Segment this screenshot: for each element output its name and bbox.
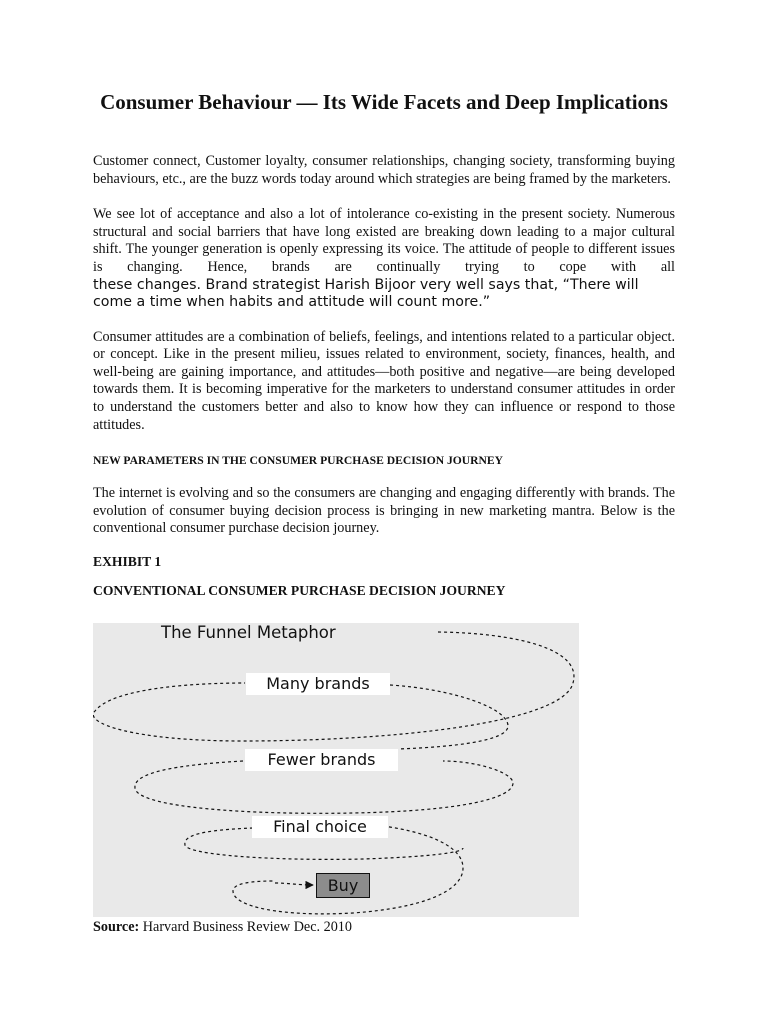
spiral-segment-2: [390, 685, 508, 749]
section-heading: NEW PARAMETERS IN THE CONSUMER PURCHASE DECISION JOURNEY: [93, 454, 504, 468]
paragraph-society-part1: We see lot of acceptance and also a lot of intolerance co-existing in the present society. Numerous structural and social barriers that have long existed are breaking down leading to a major cultural shift. The younger generation is openly expressing its voice. The attitude of people to different issues is changing. Hence, brands are continually trying to cope with all: [93, 206, 675, 275]
paragraph-society: [93, 206, 675, 310]
spiral-segment-4: [233, 826, 463, 914]
exhibit-title: CONVENTIONAL CONSUMER PURCHASE DECISION JOURNEY: [93, 582, 506, 598]
source-text: Harvard Business Review Dec. 2010: [139, 919, 352, 935]
stage-final-choice: Final choice: [252, 816, 388, 838]
funnel-figure: [93, 623, 579, 917]
stage-many-brands: Many brands: [246, 673, 390, 695]
paragraph-society-part2: these changes. Brand strategist Harish Bijoor very well says that, “There will come a time when habits and attitude will count more.”: [93, 276, 639, 310]
figure-title: The Funnel Metaphor: [161, 623, 336, 642]
source-label: Source:: [93, 919, 140, 935]
paragraph-internet: The internet is evolving and so the consumers are changing and engaging differently with brands. The evolution of consumer buying decision process is bringing in new marketing mantra. Below is the conventional consumer purchase decision journey.: [93, 485, 675, 537]
document-title: Consumer Behaviour — Its Wide Facets and Deep Implications: [100, 90, 668, 114]
paragraph-intro: Customer connect, Customer loyalty, consumer relationships, changing society, transforming buying behaviours, etc., are the buzz words today around which strategies are being framed by the marketers.: [93, 153, 675, 187]
figure-source: [93, 919, 352, 936]
stage-fewer-brands: Fewer brands: [245, 749, 398, 771]
paragraph-attitudes: Consumer attitudes are a combination of beliefs, feelings, and intentions related to a particular object. or concept. Like in the present milieu, issues related to environment, society, finances, health, and well-being are gaining importance, and attitudes—both positive and negative—are being developed towards them. It is becoming imperative for the marketers to understand consumer attitudes in order to understand the customers better and also to know how they can influence or respond to those attitudes.: [93, 328, 675, 433]
document-body: [93, 88, 675, 599]
spiral-arrow: [275, 883, 313, 885]
stage-buy: Buy: [316, 873, 370, 898]
exhibit-label: EXHIBIT 1: [93, 553, 162, 569]
